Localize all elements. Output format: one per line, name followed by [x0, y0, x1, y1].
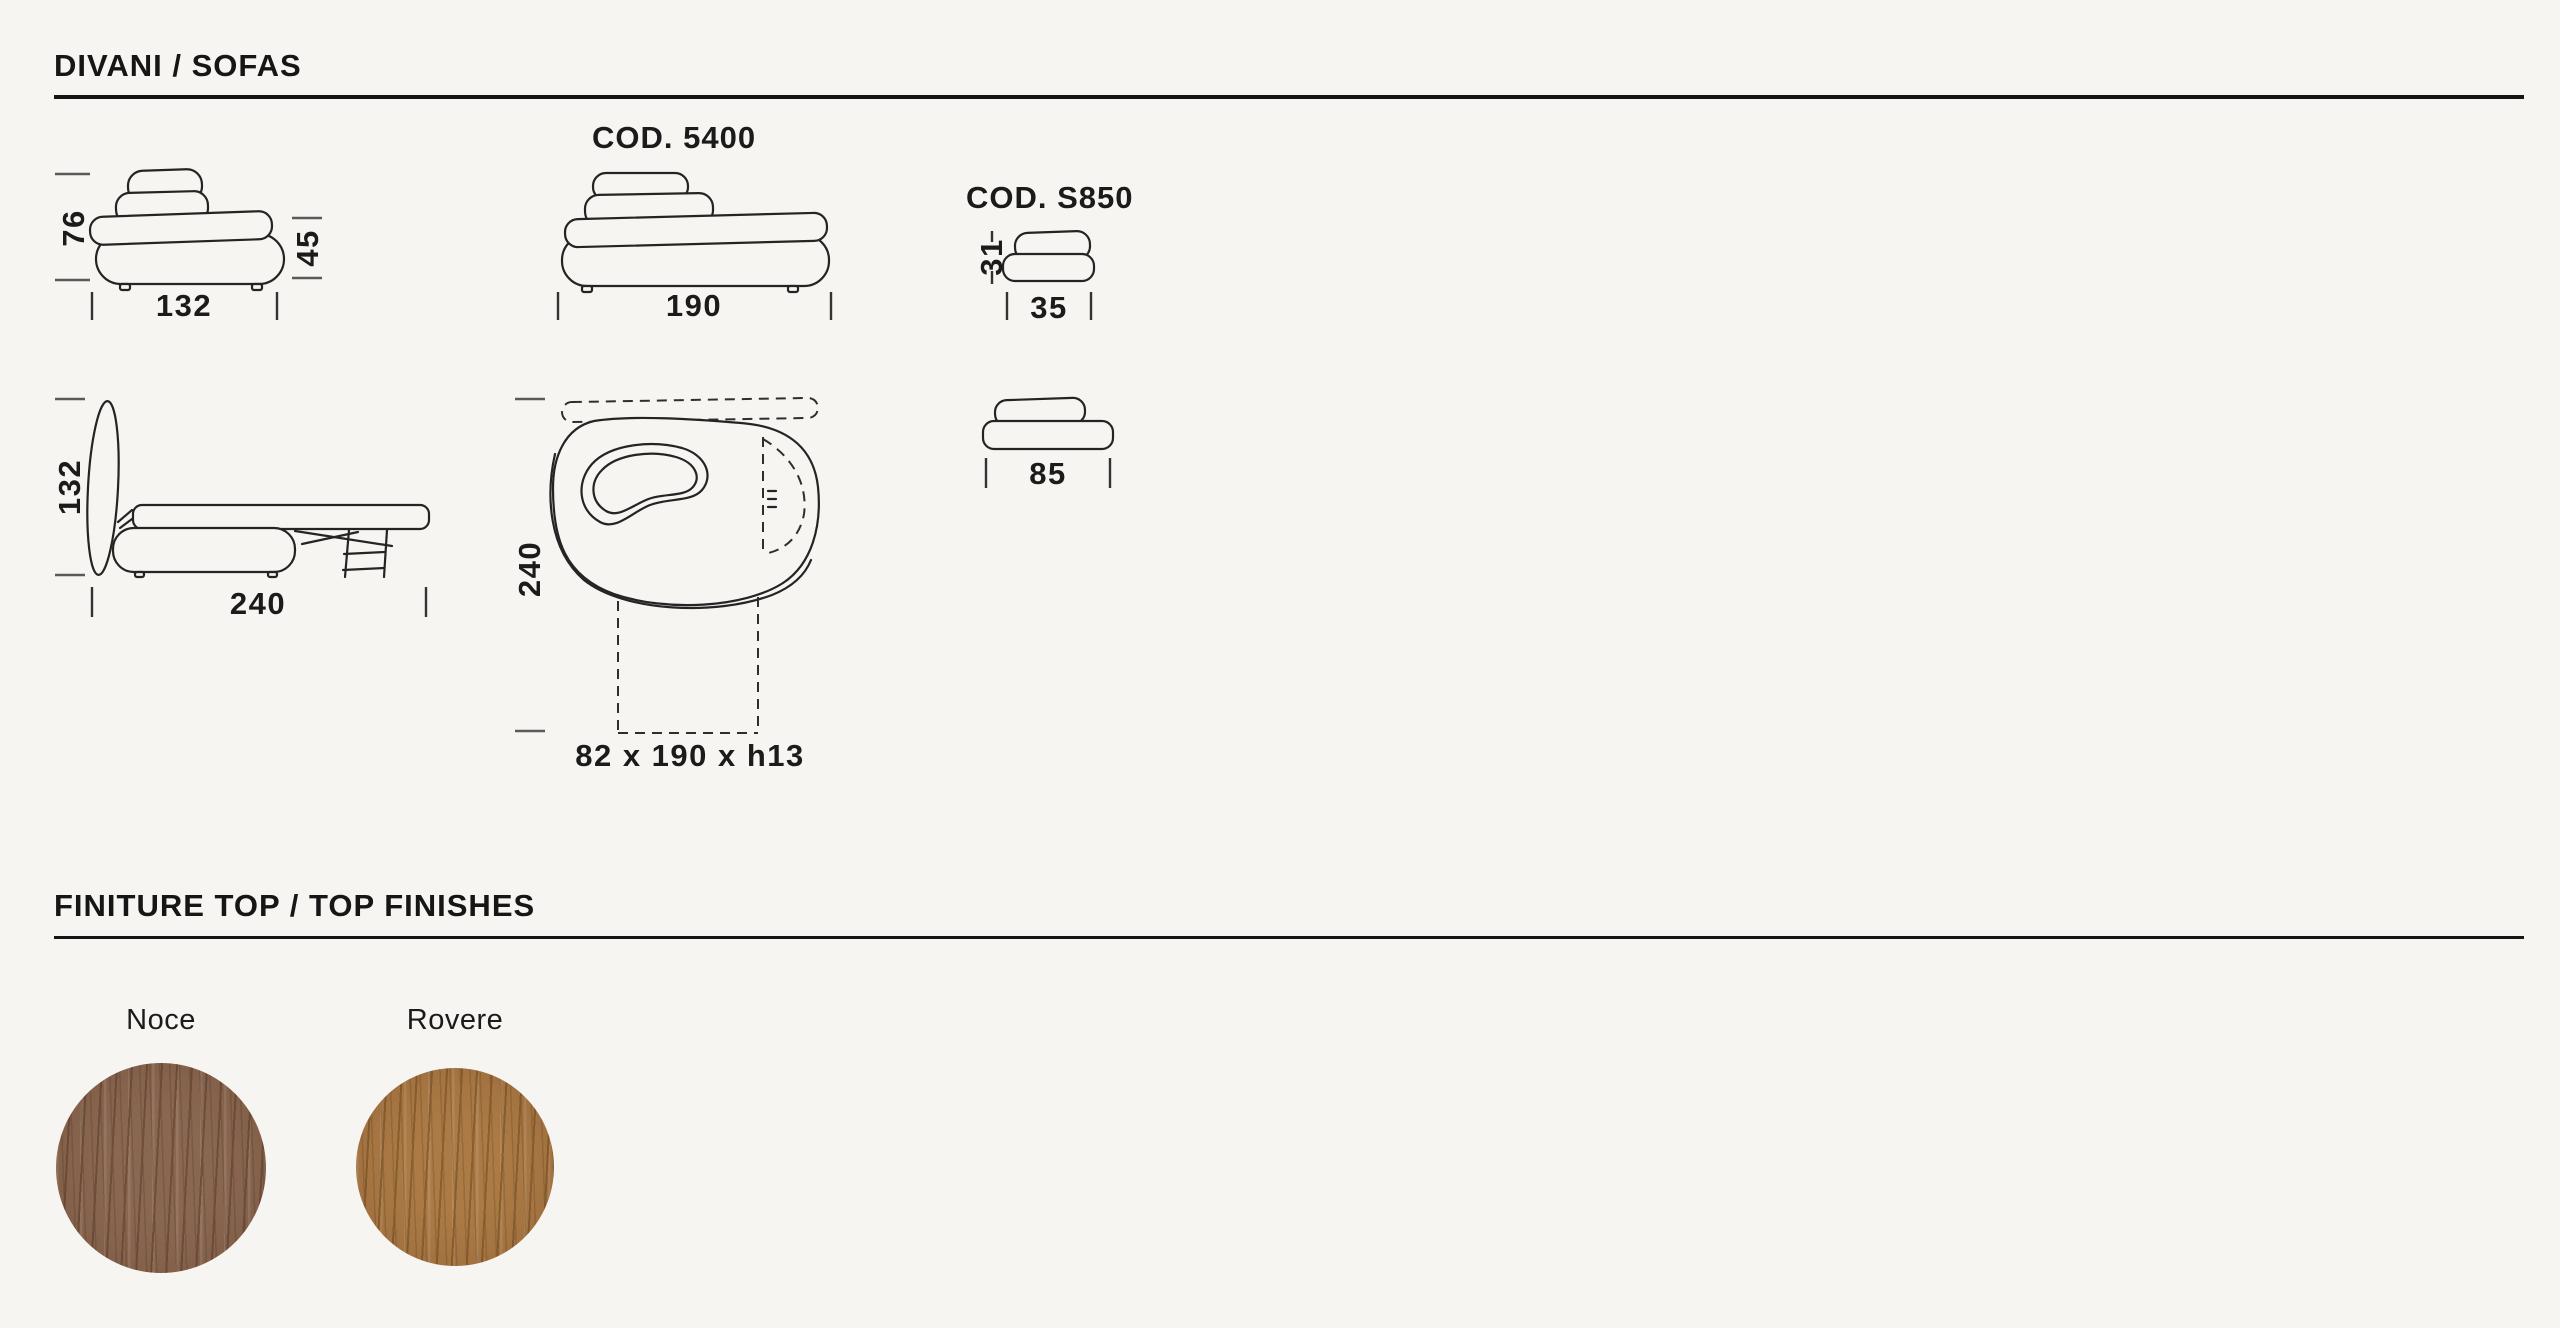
stool-base [983, 421, 1113, 449]
sofa-132-drawing [90, 169, 284, 290]
code-label-5400: COD. 5400 [592, 120, 757, 155]
sofabed-side-view-diagram [40, 384, 470, 634]
finish-swatch-noce [56, 1063, 266, 1273]
sofa-foot [268, 572, 277, 577]
finish-label-rovere: Rovere [406, 1004, 504, 1036]
stool-85-dimensions [986, 456, 1110, 491]
sofa-190-dimensions [558, 288, 831, 323]
stool-base [1003, 254, 1094, 281]
dim-height-31: 31 [974, 238, 1009, 276]
code-label-s850: COD. S850 [966, 180, 1134, 215]
folding-leg-mechanism [295, 530, 392, 577]
sofa-foot [135, 572, 144, 577]
sofa-foot [582, 286, 592, 292]
stool-35-drawing [1003, 231, 1094, 281]
stool-85-front-view-diagram [950, 384, 1160, 504]
dim-width-85: 85 [1029, 456, 1067, 491]
dim-width-132: 132 [155, 288, 213, 323]
sofa-plan-view-diagram [500, 384, 870, 789]
sofa-foot [252, 284, 262, 290]
section-rule-sofas [54, 95, 2524, 99]
stool-85-drawing [983, 397, 1113, 449]
dim-length-240: 240 [229, 586, 287, 621]
dim-depth-240: 240 [512, 540, 547, 598]
bed-platform [133, 505, 429, 529]
sofa-190-front-view-diagram [540, 158, 850, 330]
section-rule-finishes [54, 936, 2524, 939]
sofa-base [113, 528, 295, 572]
sofa-body-outline [553, 418, 819, 605]
section-title-finishes: FINITURE TOP / TOP FINISHES [54, 888, 536, 923]
sofa-foot [788, 286, 798, 292]
finish-label-noce: Noce [126, 1004, 196, 1036]
plan-drawing [550, 398, 818, 733]
finish-swatch-rovere [356, 1068, 554, 1266]
dim-width-35: 35 [1030, 290, 1068, 325]
seat-cushion [565, 213, 828, 248]
sofa-foot [120, 284, 130, 290]
sofa-190-drawing [562, 173, 829, 292]
stool-35-side-view-diagram [950, 222, 1130, 332]
dim-height-132: 132 [52, 458, 87, 516]
sofa-132-front-view-diagram [40, 158, 340, 330]
dashed-bed-footprint [618, 597, 758, 733]
sofabed-drawing [83, 400, 429, 577]
dim-seat-height-45: 45 [290, 229, 325, 267]
dim-bed-size: 82 x 190 x h13 [575, 738, 805, 773]
seat-cushion [90, 211, 273, 245]
dim-height-76: 76 [56, 209, 91, 247]
section-title-sofas: DIVANI / SOFAS [54, 48, 302, 83]
dim-width-190: 190 [665, 288, 723, 323]
